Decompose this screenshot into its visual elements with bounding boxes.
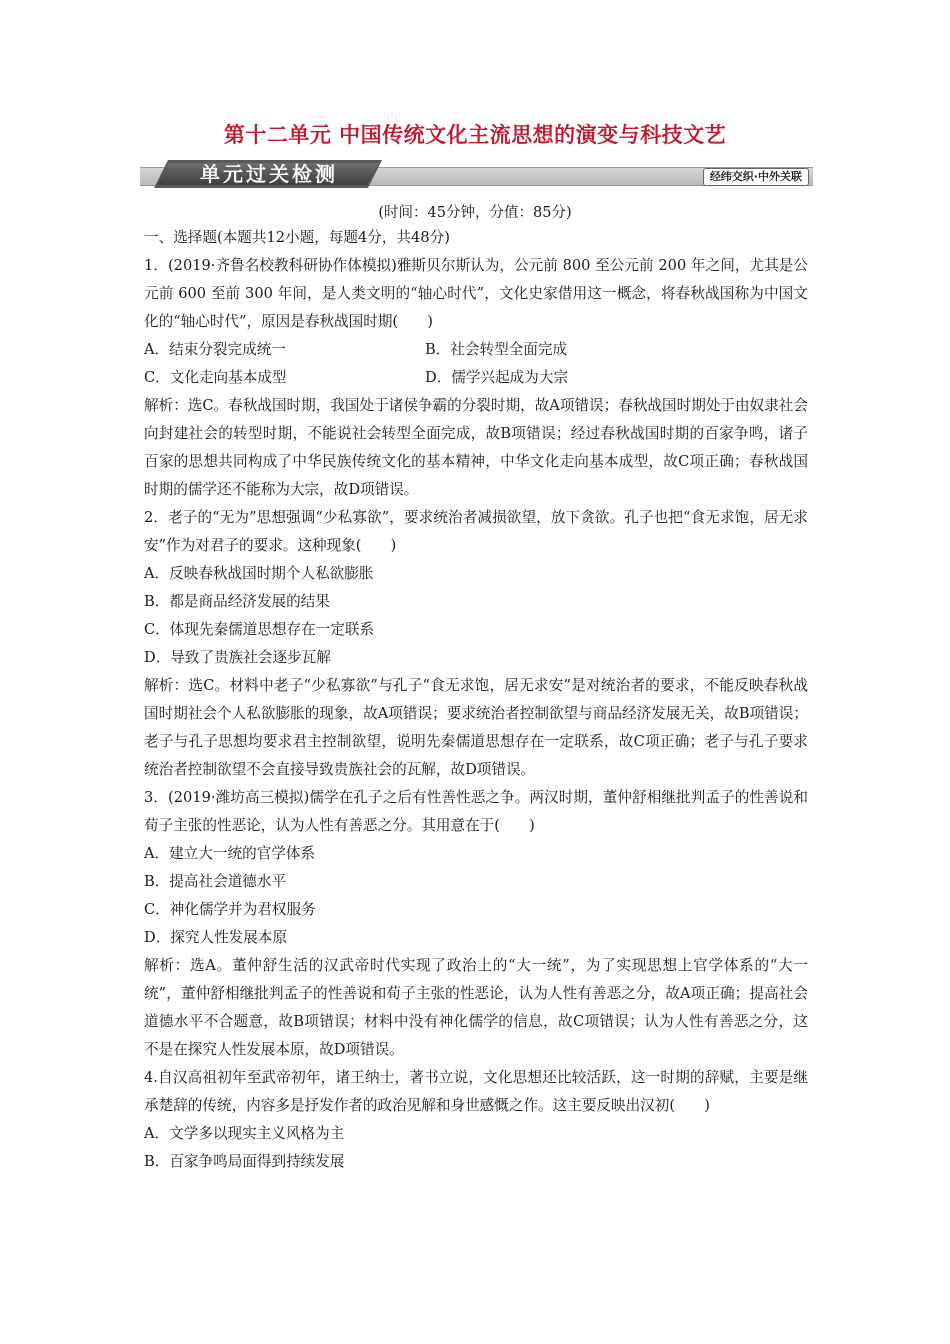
option-a: A．结束分裂完成统一	[144, 341, 286, 358]
option-a: A．建立大一统的官学体系	[144, 845, 316, 862]
option-b: B．提高社会道德水平	[144, 873, 287, 890]
banner-label: 单元过关检测	[200, 162, 338, 186]
option-row	[144, 336, 808, 364]
option-b: B．百家争鸣局面得到持续发展	[144, 1153, 345, 1170]
question-stem: 4.自汉高祖初年至武帝初年，诸王纳士，著书立说，文化思想还比较活跃，这一时期的辞赋，主要是继承楚辞的传统，内容多是抒发作者的政治见解和身世感慨之作。这主要反映出汉初( )	[144, 1069, 808, 1114]
option-c: C．神化儒学并为君权服务	[144, 901, 316, 918]
option-row	[144, 364, 808, 392]
question-analysis: 解析：选A。董仲舒生活的汉武帝时代实现了政治上的“大一统”，为了实现思想上官学体系的“大一统”，董仲舒相继批判孟子的性善说和荀子主张的性恶论，认为人性有善恶之分，故A项正确；提高社会道德水平不合题意，故B项错误；材料中没有神化儒学的信息，故C项错误；认为人性有善恶之分，这不是在探究人性发展本原，故D项错误。	[144, 957, 808, 1058]
question-stem: 1．(2019·齐鲁名校教科研协作体模拟)雅斯贝尔斯认为，公元前 800 至公元前 200 年之间，尤其是公元前 600 至前 300 年间，是人类文明的“轴心时代”，文化史家借用这一概念，将春秋战国称为中国文化的“轴心时代”，原因是春秋战国时期( )	[144, 257, 808, 330]
option-c: C．体现先秦儒道思想存在一定联系	[144, 621, 375, 638]
section-heading: 一、选择题(本题共12小题，每题4分，共48分)	[144, 229, 450, 246]
option-d: D．儒学兴起成为大宗	[425, 369, 569, 386]
banner-tag: 经纬交织·中外关联	[703, 168, 809, 186]
option-a: A．反映春秋战国时期个人私欲膨胀	[144, 565, 374, 582]
unit-title: 第十二单元 中国传统文化主流思想的演变与科技文艺	[223, 123, 727, 147]
question-stem: 3．(2019·潍坊高三模拟)儒学在孔子之后有性善性恶之争。两汉时期，董仲舒相继批判孟子的性善说和荀子主张的性恶论，认为人性有善恶之分。其用意在于( )	[144, 789, 808, 834]
section-banner	[140, 160, 813, 188]
option-a: A．文学多以现实主义风格为主	[144, 1125, 345, 1142]
option-d: D．导致了贵族社会逐步瓦解	[144, 649, 331, 666]
option-b: B．都是商品经济发展的结果	[144, 593, 330, 610]
option-d: D．探究人性发展本原	[144, 929, 288, 946]
option-b: B．社会转型全面完成	[425, 341, 568, 358]
question-analysis: 解析：选C。春秋战国时期，我国处于诸侯争霸的分裂时期，故A项错误；春秋战国时期处于由奴隶社会向封建社会的转型时期，不能说社会转型全面完成，故B项错误；经过春秋战国时期的百家争鸣，诸子百家的思想共同构成了中华民族传统文化的基本精神，中华文化走向基本成型，故C项正确；春秋战国时期的儒学还不能称为大宗，故D项错误。	[144, 397, 808, 498]
exam-meta: (时间：45分钟，分值：85分)	[378, 205, 572, 221]
question-stem: 2．老子的“无为”思想强调“少私寡欲”，要求统治者减损欲望，放下贪欲。孔子也把“食无求饱，居无求安”作为对君子的要求。这种现象( )	[144, 509, 808, 554]
option-c: C．文化走向基本成型	[144, 369, 287, 386]
exam-content	[144, 224, 808, 1176]
question-analysis: 解析：选C。材料中老子“少私寡欲”与孔子“食无求饱，居无求安”是对统治者的要求，不能反映春秋战国时期社会个人私欲膨胀的现象，故A项错误；要求统治者控制欲望与商品经济发展无关，故B项错误；老子与孔子思想均要求君主控制欲望，说明先秦儒道思想存在一定联系，故C项正确；老子与孔子要求统治者控制欲望不会直接导致贵族社会的瓦解，故D项错误。	[144, 677, 808, 778]
